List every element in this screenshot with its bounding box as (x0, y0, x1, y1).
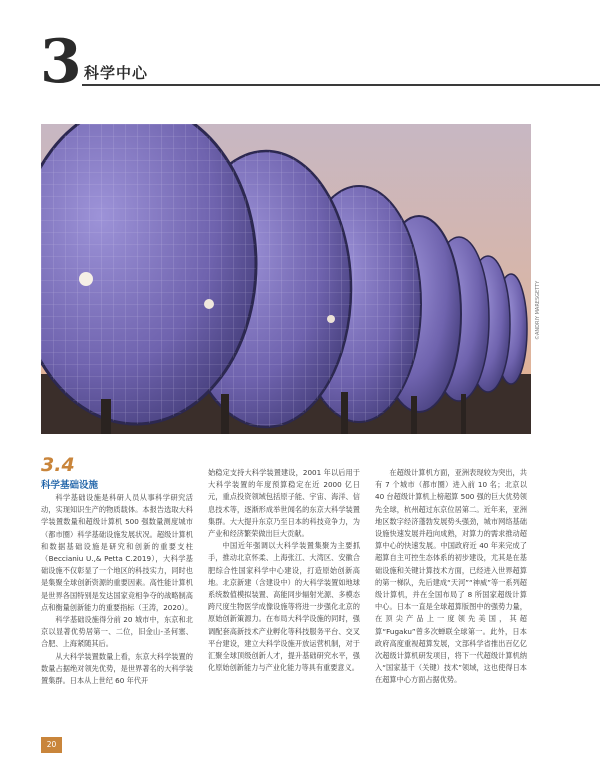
text-column-3 (375, 467, 527, 687)
paragraph: 始稳定支持大科学装置建设，2001 年以后用于大科学装置的年度预算稳定在近 2000 亿日元，重点投资领域包括原子能、宇宙、海洋、信息技术等，逐渐形成举世闻名的东京大科学装置集群。大大提升东京乃至日本的科技竞争力，为产业和经济繁荣做出巨大贡献。 (208, 468, 360, 539)
chapter-number: 3 (40, 27, 82, 97)
paragraph: 中国近年强调以大科学装置集聚为主要抓手，推动北京怀柔、上海张江、大湾区、安徽合肥综合性国家科学中心建设，打造原始创新高地。北京新建（含建设中）的大科学装置如地球系统数值模拟装置、高能同步辐射光源、多模态跨尺度生物医学成像设施等将进一步强化北京的原始创新策源力。在布局大科学设施的同时，强调配套高新技术产业孵化等科技服务平台、交叉平台建设，建立大科学设施开放运营机制，对于汇聚全球顶级创新人才，提升基础研究水平，强化原始创新能力与产业化能力等具有重要意义。 (208, 541, 360, 673)
photo-credit: ©ANDRIY MARESGETTY (535, 280, 541, 340)
section-title: 科学基础设施 (41, 480, 99, 491)
satellite-dish-array-photo (41, 124, 531, 434)
section-number: 3.4 (41, 454, 75, 476)
text-column-1 (41, 492, 193, 687)
page-number: 20 (41, 737, 62, 753)
paragraph: 从大科学装置数量上看，东京大科学装置的数量占据绝对领先优势，是世界著名的大科学装置集群。日本从上世纪 60 年代开 (41, 651, 193, 686)
paragraph: 科学基础设施是科研人员从事科学研究活动，实现知识生产的物质载体。本报告选取大科学装置数量和超级计算机 500 强数量测度城市（都市圈）科学基础设施发展状况。超级计算机和数据基础设施是研究和创新的重要支柱（Beccianiu U.,& Petta C.2019），大科学基础设施不仅彰显了一个地区的科技实力，同时也是集聚全球创新资源的重要因素。高性能计算机是世界各国特别是发达国家竞相争夺的战略制高点和衡量创新能力的重要指标（王涛，2020）。 (41, 493, 193, 612)
header-divider (82, 84, 600, 86)
paragraph: 在超级计算机方面，亚洲表现较为突出，共有 7 个城市（都市圈）进入前 10 名；北京以 40 台超级计算机上榜超算 500 强的巨大优势领先全球，杭州超过东京位居第二。近年来，亚洲地区数字经济蓬勃发展势头强劲，城市网络基础设施快速发展并趋向成熟，对算力的需求推动超算中心的快速发展。中国政府近 40 年来完成了超算自主可控生态体系的初步建设，尤其是在基础设施和关键计算技术方面，已经进入世界超算的第一梯队，先后建成“天河”“神威”等一系列超级计算机，并在全国布局了 8 所国家超级计算中心。日本一直是全球超算版图中的强势力量，在顶尖产品上一度领先美国，其超算“Fugaku”曾多次蝉联全球第一。此外，日本政府高度重视超算发展，文部科学省推出百亿亿次超级计算机研发项目，将下一代超级计算机纳入“国家基干（关键）技术”领域，这也使得日本在超算中心方面占据优势。 (375, 468, 527, 685)
paragraph: 科学基础设施得分前 20 城市中，东京和北京以显著优势居第一、二位，旧金山-圣何塞、合肥、上海紧随其后。 (41, 615, 193, 649)
text-column-2 (208, 467, 360, 674)
chapter-title: 科学中心 (84, 64, 149, 82)
